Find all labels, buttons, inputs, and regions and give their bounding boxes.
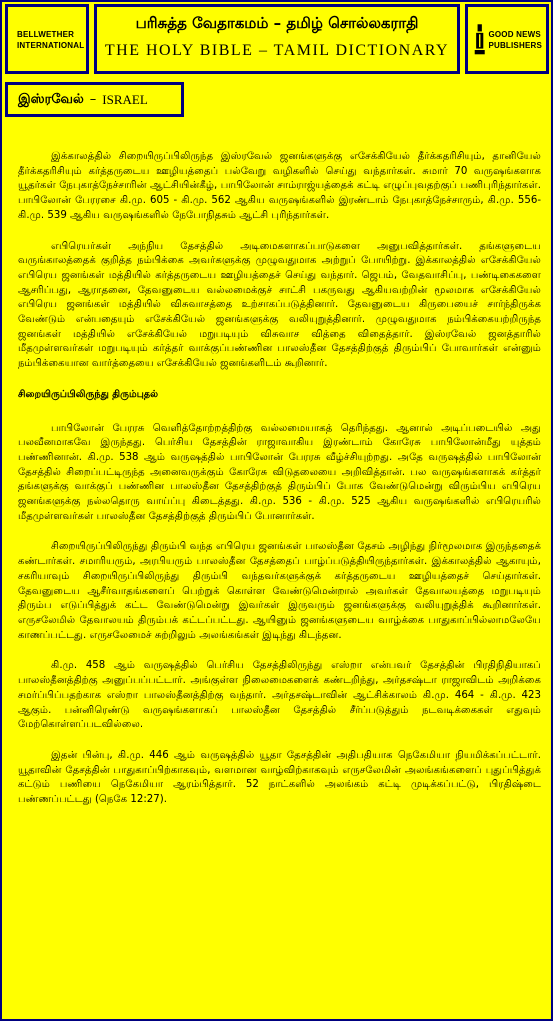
paragraph: சிறையிருப்பிலிருந்து திரும்பி வந்த எபிரெய ஜனங்கள் பாலஸ்தீன தேசம் அழிந்து நிர்மூலமாக இருந்ததைக் கண்டார்கள். சமாரியரும், அரபியரும் பாலஸ்தீன தேசத்தைப் பாழ்ப்படுத்தியிருந்தார்கள். இக்காலத்தில் ஆகாயும், சகரியாவும் சிறையிருப்பிலிருந்து திரும்பி வந்தவர்களுக்குக் கர்த்தருடைய ஊழியத்தைச் செய்தார்கள். தேவனுடைய ஆசீர்வாதங்களைப் பெற்றுக் கொள்ள வேண்டுமென்றால் அவர்கள் தேவாலயத்தை மறுபடியும் திரும்ப எடுப்பித்துக் கட்ட வேண்டுமென்று இவர்கள் இருவரும் ஜனங்களுக்கு வலியுறுத்திக் கூறினார்கள். எருசலேமில் தேவாலயம் திரும்பக் கட்டப்பட்டது. ஆயினும் ஜனங்களுடைய வாழ்க்கை பாதுகாப்பில்லாமலேயே காணப்பட்டது. எருசலேமைச் சுற்றிலும் அலங்கங்கள் இடிந்து கிடந்தன.	[18, 541, 541, 641]
subject-english: ISRAEL	[102, 91, 148, 107]
subject-tamil: இஸ்ரவேல்	[18, 91, 84, 107]
logo-line2: INTERNATIONAL	[17, 41, 85, 50]
paragraph: இதன் பின்பு, கி.மு. 446 ஆம் வருஷத்தில் யூதா தேசத்தின் அதிபதியாக நெகேமியா நியமிக்கப்பட்டார். யூதாவின் தேசத்தின் பாதுகாப்பிற்காகவும், வளமான வாழ்விற்காகவும் எருசலேமின் அலங்கங்களைப் புதுப்பித்துக் கட்டும் பணியை நெகேமியா ஆரம்பித்தார். 52 நாட்களில் அலங்கம் கட்டி முடிக்கப்பட்டு, பிரதிஷ்டை பண்ணப்பட்டது (நெகே 12:27).	[18, 749, 541, 806]
logo-line2: PUBLISHERS	[488, 41, 542, 50]
header	[2, 2, 551, 78]
good-news-logo[interactable]	[465, 4, 549, 74]
bellwether-logo[interactable]	[5, 4, 89, 74]
title-box	[94, 4, 460, 74]
logo-line1: BELLWETHER	[17, 30, 75, 39]
subject-separator: –	[89, 92, 97, 107]
paragraph: பாபிலோன் பேரரசு வெளித்தோற்றத்திற்கு வல்லமையாகத் தெரிந்தது. ஆனால் அடிப்படையில் அது பலவீனமாகவே இருந்தது. பெர்சிய தேசத்தின் ராஜாவாகிய இரண்டாம் கோரேசு பாபிலோன்மீது யுத்தம் பண்ணினான். கி.மு. 538 ஆம் வருஷத்தில் பாபிலோன் பேரரசு வீழ்ச்சியுற்றது. அதே வருஷத்தில் பாபிலோன் தேசத்தில் சிறைப்பட்டிருந்த அனைவருக்கும் கோரேசு விடுதலையை அறிவித்தான். பல வருஷங்களாகக் கர்த்தர் தங்களுக்கு வாக்குப் பண்ணின பாலஸ்தீன தேசத்திற்குத் திரும்பிப் போக வேண்டுமென்று விரும்பிய எபிரெய ஜனங்களுக்கு நல்லதொரு வாய்ப்பு கிடைத்தது. கி.மு. 536 - கி.மு. 525 ஆகிய வருஷங்களில் எபிரெயரில் மீதமுள்ளவர்கள் பாலஸ்தீன தேசத்திற்குத் திரும்பிப் போனார்கள்.	[18, 422, 541, 522]
subject-heading	[5, 82, 184, 117]
paragraph: இக்காலத்தில் சிறையிருப்பிலிருந்த இஸ்ரவேல் ஜனங்களுக்கு எசேக்கியேல் தீர்க்கதரிசியும், தானியேல் தீர்க்கதரிசியும் கர்த்தருடைய ஊழியத்தைப் பல்வேறு வழிகளில் செய்து வந்தார்கள். சுமார் 70 வருஷங்களாக யூதர்கள் நேபுகாத்நேச்சாரின் ஆட்சியின்கீழ், பாபிலோன் சாம்ராஜ்யத்தைக் கட்டி எழுப்புவதற்குப் பணிபுரிந்தார்கள். பாபிலோன் பேரரசை கி.மு. 605 - கி.மு. 562 ஆகிய வருஷங்களில் இரண்டாம் நேபுகாத்நேச்சாரும், கி.மு. 556- கி.மு. 539 ஆகிய வருஷங்களில் நேபோநிதசும் ஆட்சி புரிந்தார்கள்.	[18, 151, 541, 221]
paragraph: கி.மு. 458 ஆம் வருஷத்தில் பெர்சிய தேசத்திலிருந்து எஸ்றா என்பவர் தேசத்தின் பிரதிநிதியாகப் பாலஸ்தீனத்திற்கு அனுப்பப்பட்டார். அங்குள்ள நிலைமைகளைக் கண்டறிந்து, அர்தசஷ்டா ராஜாவிடம் அறிக்கை சமர்ப்பிப்பதற்காக எஸ்றா பாலஸ்தீனத்திற்கு வந்தார். அர்தசஷ்டாவின் ஆட்சிக்காலம் கி.மு. 464 - கி.மு. 423 ஆகும். பன்னிரெண்டு வருஷங்களாகப் பாலஸ்தீன தேசத்தில் சீர்ப்படுத்தும் நடவடிக்கைகள் எதுவும் மேற்கொள்ளப்படவில்லை.	[18, 660, 541, 731]
title-tamil: பரிசுத்த வேதாகமம் – தமிழ் சொல்லகராதி	[135, 14, 419, 32]
logo-line1: GOOD NEWS	[488, 30, 541, 39]
good-news-logo-icon	[474, 16, 485, 64]
paragraph: எபிரெயர்கள் அந்நிய தேசத்தில் அடிமைகளாகப்பாடுகளை அனுபவித்தார்கள். தங்களுடைய வருங்காலத்தைக் குறித்த நம்பிக்கை அவர்களுக்கு முழுவதுமாக அற்றுப் போயிற்று. இக்காலத்தில் எசேக்கியேல் எபிரெய ஜனங்கள் மத்தியில் கர்த்தருடைய ஊழியத்தைச் செய்து வந்தார். ஜெபம், வேதவாசிப்பு, பண்டிகைகளை ஆசரிப்பது, ஆராதனை, தேவனுடைய வல்லமைக்குச் சாட்சி பகருவது ஆகியவற்றின் மூலமாக எசேக்கியேல் எபிரெய ஜனங்கள் மத்தியில் விசுவாசத்தை உற்சாகப்படுத்தினார். தேவனுடைய கிருபையைச் சார்ந்திருக்க வேண்டும் என்பதையும் எசேக்கியேல் ஜனங்களுக்கு வலியுறுத்தினார். முழுவதுமாக நம்பிக்கையற்றிருந்த ஜனங்கள் மத்தியில் எசேக்கியேல் மறுபடியும் விசுவாச வித்தை விதைத்தார். இஸ்ரவேல் ஜனத்தாரில் மீதமுள்ளவர்கள் மறுபடியும் கர்த்தர் வாக்குப்பண்ணின பாலஸ்தீன தேசத்திற்குத் திரும்பிப் போவார்கள் என்னும் நம்பிக்கையான வார்த்தையை எசேக்கியேல் ஜனங்களிடம் கூறினார்.	[18, 240, 541, 370]
title-english: THE HOLY BIBLE – TAMIL DICTIONARY	[104, 42, 450, 59]
section-heading: சிறையிருப்பிலிருந்து திரும்புதல்	[18, 388, 159, 400]
article-body	[18, 150, 541, 824]
